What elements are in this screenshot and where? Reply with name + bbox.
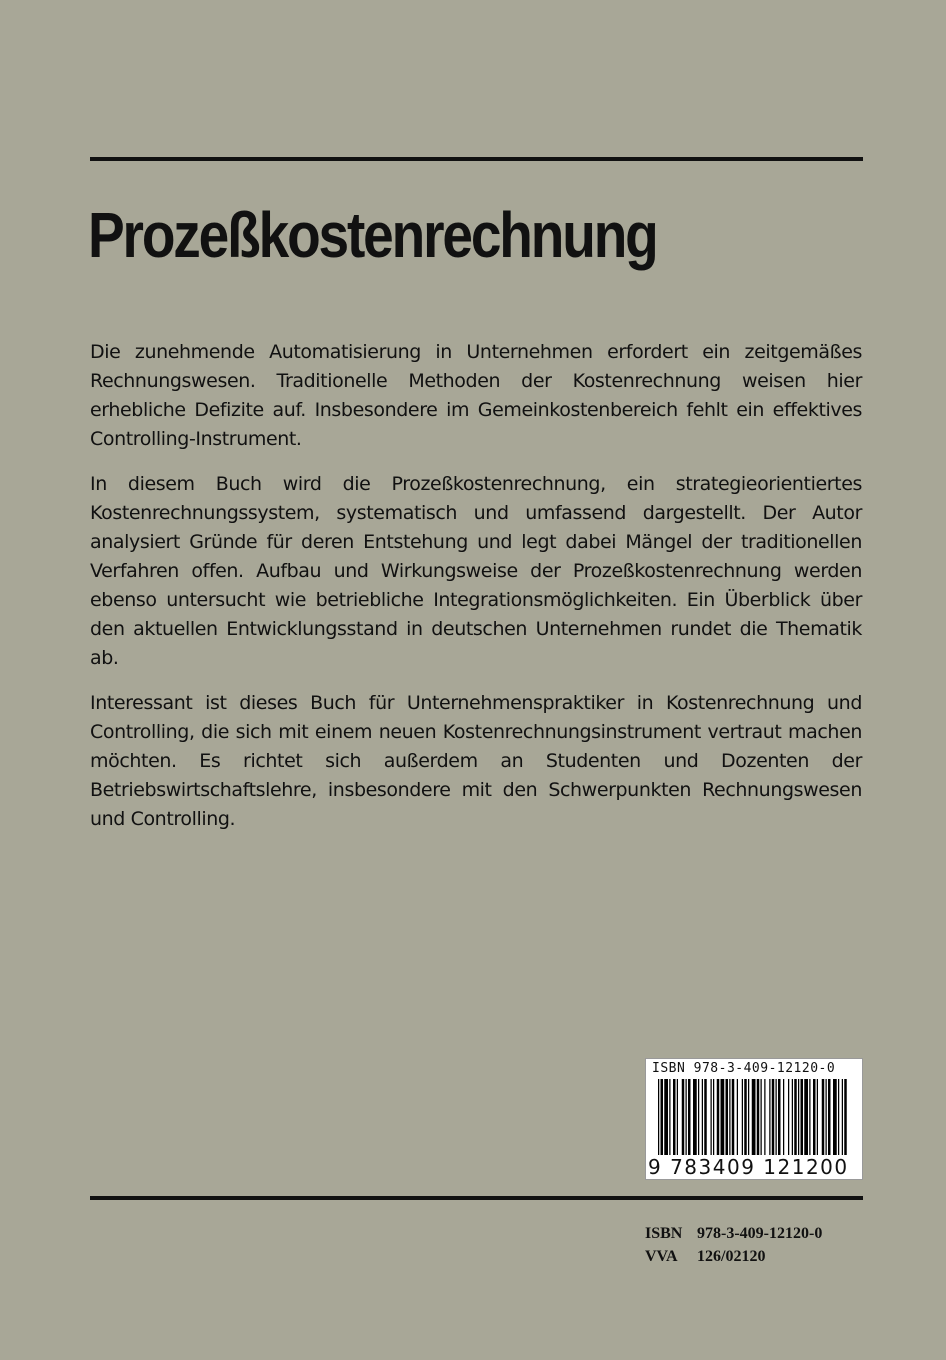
barcode-bar (776, 1079, 777, 1155)
barcode-bar (711, 1079, 712, 1155)
barcode (645, 1058, 863, 1180)
barcode-bar (744, 1079, 747, 1155)
barcode-bar (764, 1079, 765, 1155)
vva-value: 126/02120 (697, 1248, 766, 1265)
barcode-bar (794, 1079, 797, 1155)
barcode-bar (688, 1079, 691, 1155)
barcode-bar (804, 1079, 808, 1155)
barcode-bar (826, 1079, 827, 1155)
barcode-bar (664, 1079, 668, 1155)
book-title: Prozeßkostenrechnung (88, 199, 657, 271)
barcode-bar (769, 1079, 770, 1155)
barcode-bar (838, 1079, 839, 1155)
barcode-bar (677, 1079, 678, 1155)
barcode-bar (828, 1079, 831, 1155)
barcode-bar (726, 1079, 729, 1155)
vva-label: VVA (645, 1248, 678, 1265)
blurb-paragraph-3: Interessant ist dieses Buch für Unternehmenspraktiker in Kostenrechnung und Controlling, die sich mit einem neuen Kostenrechnungsinstrument vertraut machen möchten. Es richtet sich außerdem an Studenten und Dozenten der Betriebswirtschaftslehre, insbesondere mit den Schwerpunkten Rechnungswesen und Controlling. (90, 692, 862, 830)
barcode-bar (792, 1079, 793, 1155)
barcode-bar (737, 1079, 738, 1155)
barcode-bar (693, 1079, 697, 1155)
barcode-bar (669, 1079, 670, 1155)
barcode-bar (673, 1079, 676, 1155)
barcode-bar (658, 1079, 659, 1155)
barcode-bar (842, 1079, 843, 1155)
blurb-paragraph-2: In diesem Buch wird die Prozeßkostenrechnung, ein strategieorientiertes Kostenrechnungssystem, systematisch und umfassend dargestellt. Der Autor analysiert Gründe für deren Entstehung und legt dabei Mängel der traditionellen Verfahren offen. Aufbau und Wirkungsweise der Prozeßkostenrechnung werden ebenso untersucht wie betriebliche Integrationsmöglichkeiten. Ein Überblick über den aktuellen Entwicklungsstand in deutschen Unternehmen rundet die Thematik ab. (90, 473, 862, 669)
barcode-bar (698, 1079, 699, 1155)
isbn-label: ISBN (645, 1225, 683, 1242)
barcode-isbn-text: ISBN 978-3-409-12120-0 (652, 1061, 836, 1076)
catalog-codes (645, 1222, 822, 1268)
barcode-bar (713, 1079, 714, 1155)
barcode-bar (822, 1079, 825, 1155)
barcode-bar (833, 1079, 837, 1155)
barcode-bar (761, 1079, 762, 1155)
barcode-bar (721, 1079, 725, 1155)
barcode-bar (748, 1079, 749, 1155)
barcode-bar (732, 1079, 735, 1155)
barcode-bar (813, 1079, 816, 1155)
barcode-bar (809, 1079, 810, 1155)
barcode-bar (783, 1079, 784, 1155)
barcode-bar (702, 1079, 703, 1155)
barcode-bar (801, 1079, 804, 1155)
barcode-bar (757, 1079, 760, 1155)
barcode-bar (817, 1079, 818, 1155)
barcode-bars (650, 1079, 858, 1155)
isbn-value: 978-3-409-12120-0 (697, 1225, 823, 1242)
barcode-bar (686, 1079, 687, 1155)
barcode-bar (682, 1079, 685, 1155)
bottom-divider (90, 1196, 863, 1200)
barcode-bar (798, 1079, 799, 1155)
isbn-row (645, 1222, 822, 1245)
barcode-bar (729, 1079, 730, 1155)
barcode-bar (778, 1079, 781, 1155)
barcode-bar (704, 1079, 707, 1155)
barcode-bar (717, 1079, 720, 1155)
top-divider (90, 157, 863, 161)
vva-row (645, 1245, 822, 1268)
barcode-bar (772, 1079, 775, 1155)
blurb (90, 338, 862, 850)
barcode-bar (661, 1079, 664, 1155)
barcode-digits: 9 783409 121200 (648, 1155, 849, 1179)
barcode-bar (844, 1079, 847, 1155)
barcode-bar (742, 1079, 743, 1155)
blurb-paragraph-1: Die zunehmende Automatisierung in Unternehmen erfordert ein zeitgemäßes Rechnungswesen. Traditionelle Methoden der Kostenrechnung weisen hier erhebliche Defizite auf. Insbesondere im Gemeinkostenbereich fehlt ein effektives Controlling-Instrument. (90, 341, 862, 450)
barcode-bar (752, 1079, 756, 1155)
barcode-bar (788, 1079, 789, 1155)
